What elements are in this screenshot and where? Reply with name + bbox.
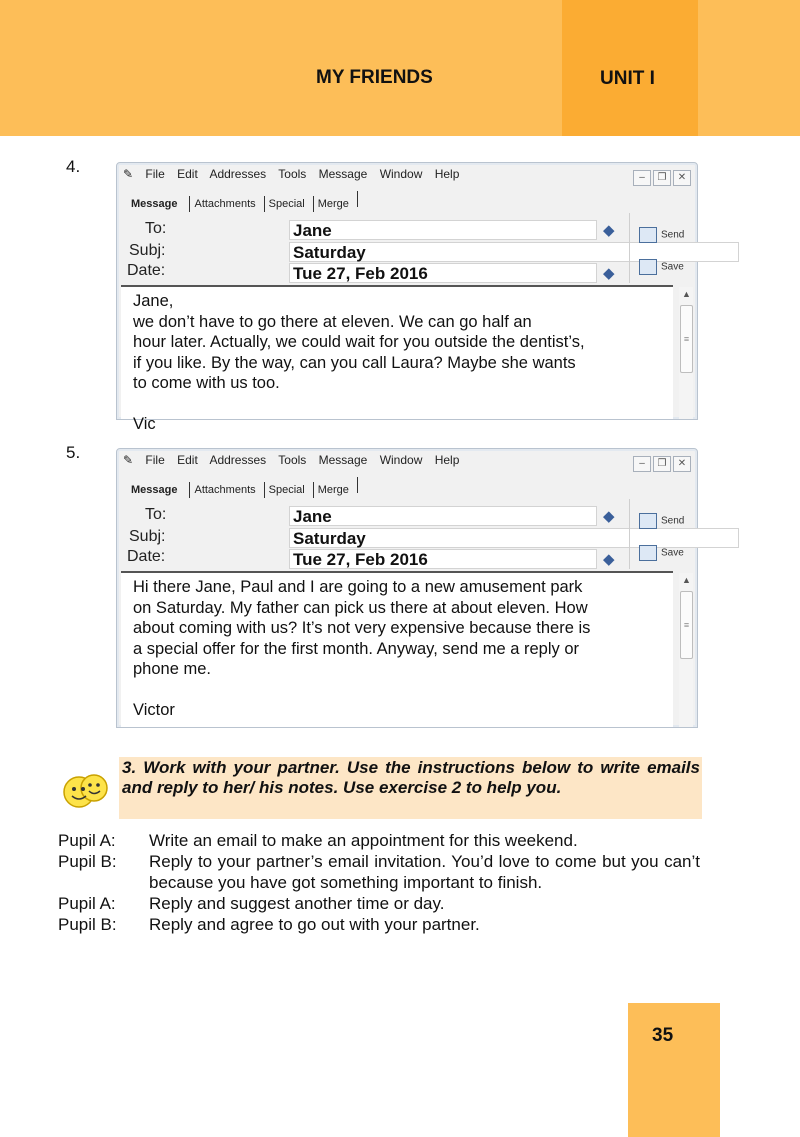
- instructions-list: [58, 830, 700, 935]
- scroll-up-icon[interactable]: ▲: [682, 289, 691, 299]
- send-icon: [639, 513, 657, 529]
- minimize-icon[interactable]: –: [633, 456, 651, 472]
- page-number-tab: [628, 1003, 720, 1137]
- address-book-icon[interactable]: ◆: [603, 222, 615, 239]
- to-label: To:: [145, 220, 167, 237]
- send-label: Send: [661, 229, 685, 241]
- calendar-book-icon[interactable]: ◆: [603, 551, 615, 568]
- menu-bar: [123, 167, 468, 183]
- date-label: Date:: [127, 548, 166, 565]
- subject-label: Subj:: [129, 528, 166, 545]
- date-label: Date:: [127, 262, 166, 279]
- scrollbar[interactable]: [679, 573, 693, 727]
- page-title: MY FRIENDS: [316, 67, 433, 88]
- save-icon: [639, 545, 657, 561]
- subject-field[interactable]: Saturday: [289, 528, 739, 548]
- restore-icon[interactable]: ❐: [653, 170, 671, 186]
- save-icon: [639, 259, 657, 275]
- exercise-heading: 3. Work with your partner. Use the instructions below to write emails and reply to her/ his notes. Use exercise 2 to help you.: [122, 758, 700, 797]
- date-field[interactable]: Tue 27, Feb 2016: [289, 263, 597, 283]
- menu-addresses[interactable]: Addresses: [209, 167, 267, 181]
- message-text: Hi there Jane, Paul and I are going to a new amusement park on Saturday. My father can pick us there at about eleven. How about coming with us? It’s not very expensive because there is a special offer for the first month. Anyway, send me a reply or phone me. Victor: [133, 578, 591, 719]
- menu-message[interactable]: Message: [318, 167, 368, 181]
- menu-edit[interactable]: Edit: [177, 453, 198, 467]
- minimize-icon[interactable]: –: [633, 170, 651, 186]
- menu-file[interactable]: File: [145, 167, 165, 181]
- to-field[interactable]: Jane: [289, 220, 597, 240]
- instruction-row: [58, 914, 700, 935]
- to-field[interactable]: Jane: [289, 506, 597, 526]
- menu-tools[interactable]: Tools: [278, 453, 307, 467]
- menu-tools[interactable]: Tools: [278, 167, 307, 181]
- toolbar-divider: [629, 213, 630, 283]
- item-number-4: 4.: [66, 157, 81, 176]
- tab-merge[interactable]: Merge: [313, 482, 357, 498]
- email-window-5: [116, 448, 698, 728]
- tab-separator: [357, 477, 370, 493]
- send-button[interactable]: [639, 227, 684, 243]
- menu-edit[interactable]: Edit: [177, 167, 198, 181]
- pupil-label: Pupil A:: [58, 894, 116, 913]
- scrollbar[interactable]: [679, 287, 693, 419]
- menu-window[interactable]: Window: [379, 167, 423, 181]
- pupil-label: Pupil A:: [58, 831, 116, 850]
- subject-field[interactable]: Saturday: [289, 242, 739, 262]
- tab-message[interactable]: Message: [131, 484, 178, 496]
- message-body[interactable]: [121, 571, 673, 727]
- send-button[interactable]: [639, 513, 684, 529]
- to-label: To:: [145, 506, 167, 523]
- scroll-thumb[interactable]: ≡: [680, 305, 693, 373]
- scroll-thumb[interactable]: ≡: [680, 591, 693, 659]
- pupil-label: Pupil B:: [58, 852, 117, 871]
- send-label: Send: [661, 515, 685, 527]
- save-button[interactable]: [639, 259, 684, 275]
- instruction-text: Reply and agree to go out with your partner.: [149, 915, 480, 934]
- smiley-faces-icon: [62, 770, 110, 810]
- tab-attachments[interactable]: Attachments: [189, 482, 263, 498]
- tab-bar: [131, 477, 370, 498]
- tab-separator: [357, 191, 370, 207]
- tab-special[interactable]: Special: [264, 482, 313, 498]
- calendar-book-icon[interactable]: ◆: [603, 265, 615, 282]
- close-icon[interactable]: ✕: [673, 456, 691, 472]
- save-label: Save: [661, 547, 684, 559]
- email-window-4: [116, 162, 698, 433]
- menu-help[interactable]: Help: [434, 167, 460, 181]
- window-controls: [631, 453, 691, 472]
- tab-message[interactable]: Message: [131, 198, 178, 210]
- menu-help[interactable]: Help: [434, 453, 460, 467]
- tab-merge[interactable]: Merge: [313, 196, 357, 212]
- save-label: Save: [661, 261, 684, 273]
- menu-file[interactable]: File: [145, 453, 165, 467]
- instruction-text: Reply to your partner’s email invitation. You’d love to come but you can’t because you have got something important to finish.: [149, 852, 700, 892]
- menu-bar: [123, 453, 468, 469]
- tab-special[interactable]: Special: [264, 196, 313, 212]
- address-book-icon[interactable]: ◆: [603, 508, 615, 525]
- page-number: 35: [652, 1025, 674, 1046]
- menu-message[interactable]: Message: [318, 453, 368, 467]
- tab-bar: [131, 191, 370, 212]
- restore-icon[interactable]: ❐: [653, 456, 671, 472]
- toolbar-divider: [629, 499, 630, 569]
- instruction-text: Write an email to make an appointment for this weekend.: [149, 831, 578, 850]
- message-body[interactable]: [121, 285, 673, 433]
- scroll-up-icon[interactable]: ▲: [682, 575, 691, 585]
- instruction-row: [58, 851, 700, 893]
- tab-attachments[interactable]: Attachments: [189, 196, 263, 212]
- window-controls: [631, 167, 691, 186]
- menu-addresses[interactable]: Addresses: [209, 453, 267, 467]
- send-icon: [639, 227, 657, 243]
- message-text: Jane, we don’t have to go there at eleven. We can go half an hour later. Actually, we could wait for you outside the dentist’s, if you like. By the way, can you call Laura? Maybe she wants to come with us too. Vic: [133, 292, 585, 433]
- instruction-row: [58, 830, 700, 851]
- instruction-row: [58, 893, 700, 914]
- pupil-label: Pupil B:: [58, 915, 117, 934]
- date-field[interactable]: Tue 27, Feb 2016: [289, 549, 597, 569]
- close-icon[interactable]: ✕: [673, 170, 691, 186]
- menu-window[interactable]: Window: [379, 453, 423, 467]
- unit-label: UNIT I: [600, 68, 655, 89]
- compose-icon: ✎: [123, 167, 134, 181]
- save-button[interactable]: [639, 545, 684, 561]
- compose-icon: ✎: [123, 453, 134, 467]
- subject-label: Subj:: [129, 242, 166, 259]
- item-number-5: 5.: [66, 443, 81, 462]
- instruction-text: Reply and suggest another time or day.: [149, 894, 445, 913]
